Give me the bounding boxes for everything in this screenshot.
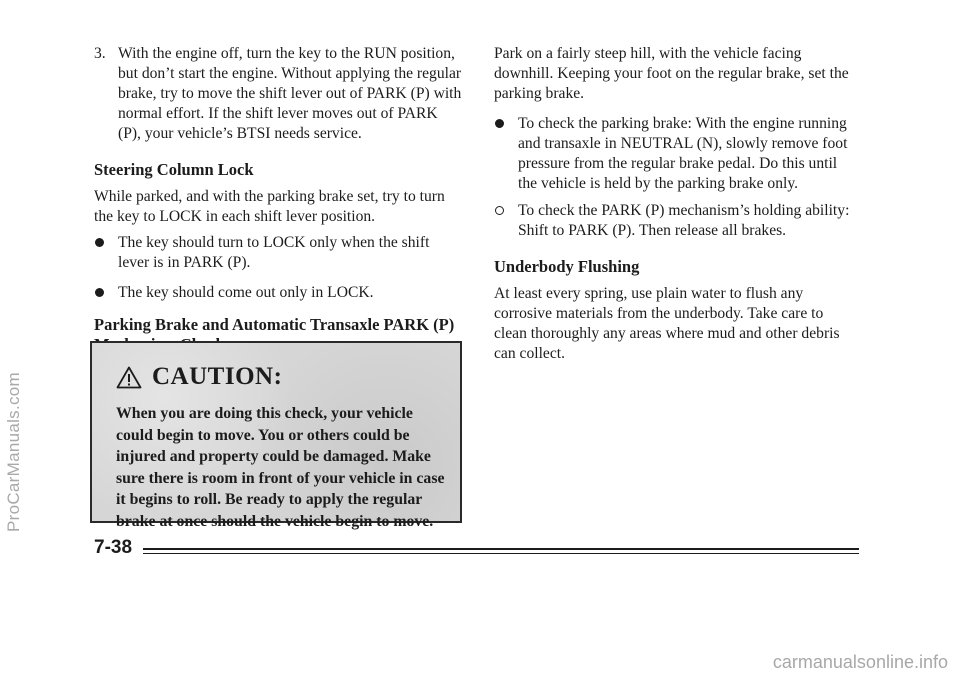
parking-check-bullet-2	[494, 201, 854, 241]
side-watermark	[4, 0, 24, 676]
bullet-text: The key should turn to LOCK only when the shift lever is in PARK (P).	[118, 234, 430, 271]
caution-title: CAUTION:	[152, 363, 283, 390]
parking-check-bullet-1	[494, 114, 854, 194]
caution-box	[90, 341, 462, 530]
watermark-text: ProCarManuals.com	[4, 371, 23, 533]
step-number: 3.	[94, 45, 106, 62]
bullet-text: To check the parking brake: With the engine running and transaxle in NEUTRAL (N), slowly remove foot pressure from the regular brake pedal. Do this until the vehicle is held by the parking brake only.	[518, 115, 848, 192]
bullet-icon	[494, 114, 518, 194]
steering-bullet-1	[94, 233, 464, 273]
parking-brake-heading: Parking Brake and Automatic Transaxle PARK (P)	[94, 315, 455, 334]
left-column	[94, 44, 464, 355]
step-text: With the engine off, turn the key to the RUN position, but don’t start the engine. Without applying the regular brake, try to move the shift lever out of PARK (P) with normal effort. If the shift lever moves out of PARK (P), your vehicle’s BTSI needs service.	[118, 45, 462, 142]
bullet-text: To check the PARK (P) mechanism’s holding ability: Shift to PARK (P). Then release all brakes.	[518, 202, 850, 239]
bullet-text: The key should come out only in LOCK.	[118, 284, 374, 301]
bullet-icon	[94, 283, 118, 303]
steering-column-paragraph: While parked, and with the parking brake set, try to turn the key to LOCK in each shift lever position.	[94, 188, 445, 225]
footer-rule-thin	[143, 553, 859, 554]
bullet-icon	[494, 201, 518, 241]
hill-check-intro: Park on a fairly steep hill, with the vehicle facing downhill. Keeping your foot on the regular brake, set the parking brake.	[494, 45, 849, 102]
caution-header	[116, 363, 282, 391]
right-column	[494, 44, 854, 364]
page-number: 7-38	[94, 537, 133, 558]
steering-column-heading: Steering Column Lock	[94, 160, 254, 179]
bullet-icon	[94, 233, 118, 273]
warning-triangle-icon	[116, 366, 142, 389]
step-3	[94, 44, 464, 144]
underbody-heading: Underbody Flushing	[494, 257, 640, 276]
site-footer: carmanualsonline.info	[772, 652, 948, 672]
steering-bullet-2	[94, 283, 464, 303]
underbody-paragraph: At least every spring, use plain water to flush any corrosive materials from the underbody. Take care to clean thoroughly any areas where mud and other debris can collect.	[494, 285, 840, 362]
footer-rule	[143, 548, 859, 550]
caution-body: When you are doing this check, your vehicle could begin to move. You or others could be injured and property could be damaged. Make sure there is room in front of your vehicle in case it begins to roll. Be ready to apply the regular brake at once should the vehicle begin to move.	[116, 405, 445, 530]
